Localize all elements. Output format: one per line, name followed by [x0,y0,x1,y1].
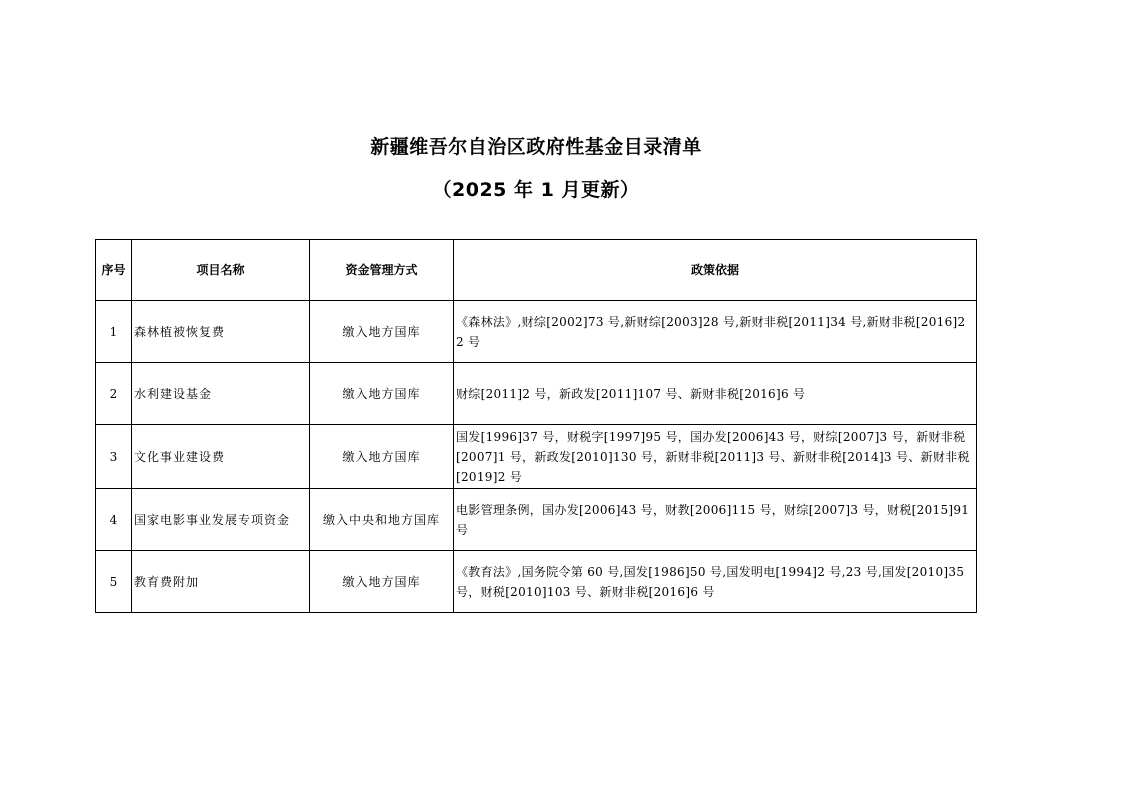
document-subtitle: （2025 年 1 月更新） [432,179,640,201]
header-num: 序号 [96,240,132,301]
fund-catalog-table [95,239,977,613]
row-basis: 国发[1996]37 号，财税字[1997]95 号，国办发[2006]43 号，财综[2007]3 号，新财非税[2007]1 号，新政发[2010]130 号，新财非税[2011]3 号、新财非税[2014]3 号、新财非税[2019]2 号 [454,425,977,489]
header-basis: 政策依据 [454,240,977,301]
row-num: 4 [96,489,132,551]
row-num: 3 [96,425,132,489]
row-basis: 《森林法》,财综[2002]73 号,新财综[2003]28 号,新财非税[2011]34 号,新财非税[2016]22 号 [454,301,977,363]
row-num: 5 [96,551,132,613]
row-basis: 财综[2011]2 号，新政发[2011]107 号、新财非税[2016]6 号 [454,363,977,425]
table-row [96,425,977,489]
row-mgmt: 缴入中央和地方国库 [310,489,454,551]
row-name: 水利建设基金 [132,363,310,425]
header-name: 项目名称 [132,240,310,301]
row-basis: 《教育法》,国务院令第 60 号,国发[1986]50 号,国发明电[1994]2 号,23 号,国发[2010]35 号，财税[2010]103 号、新财非税[2016]6 号 [454,551,977,613]
row-mgmt: 缴入地方国库 [310,363,454,425]
row-num: 1 [96,301,132,363]
header-mgmt: 资金管理方式 [310,240,454,301]
row-mgmt: 缴入地方国库 [310,301,454,363]
row-num: 2 [96,363,132,425]
row-name: 教育费附加 [132,551,310,613]
table-row [96,301,977,363]
row-name: 文化事业建设费 [132,425,310,489]
document-title: 新疆维吾尔自治区政府性基金目录清单 [370,136,702,158]
table-row [96,551,977,613]
table-row [96,489,977,551]
table-header-row [96,240,977,301]
table-row [96,363,977,425]
row-name: 森林植被恢复费 [132,301,310,363]
row-mgmt: 缴入地方国库 [310,425,454,489]
row-mgmt: 缴入地方国库 [310,551,454,613]
row-basis: 电影管理条例，国办发[2006]43 号，财教[2006]115 号，财综[2007]3 号，财税[2015]91 号 [454,489,977,551]
row-name: 国家电影事业发展专项资金 [132,489,310,551]
